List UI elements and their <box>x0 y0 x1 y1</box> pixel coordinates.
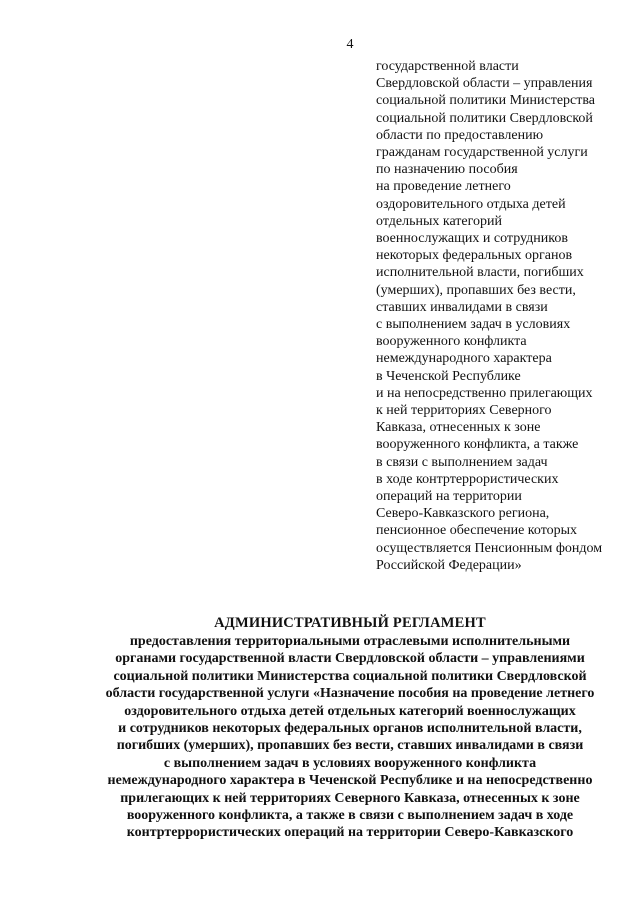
document-subtitle <box>60 633 640 842</box>
addressee-line: Кавказа, отнесенных к зоне <box>376 420 541 436</box>
addressee-line: области по предоставлению <box>376 127 544 143</box>
addressee-line: немеждународного характера <box>376 351 552 367</box>
addressee-line: к ней территориях Северного <box>376 403 552 419</box>
document-title: АДМИНИСТРАТИВНЫЙ РЕГЛАМЕНТ <box>214 615 486 631</box>
addressee-line: в ходе контртеррористических <box>376 471 559 487</box>
addressee-line: оздоровительного отдыха детей <box>376 196 566 212</box>
subtitle-line: прилегающих к ней территориях Северного Кавказа, отнесенных к зоне <box>120 790 580 806</box>
subtitle-line: органами государственной власти Свердловской области – управлениями <box>115 651 585 667</box>
subtitle-line: немеждународного характера в Чеченской Республике и на непосредственно <box>107 773 593 789</box>
addressee-line: военнослужащих и сотрудников <box>376 231 568 247</box>
subtitle-line: оздоровительного отдыха детей отдельных категорий военнослужащих <box>124 703 576 719</box>
addressee-line: с выполнением задач в условиях <box>376 317 571 333</box>
addressee-line: на проведение летнего <box>376 179 511 195</box>
addressee-line: Российской Федерации» <box>376 557 522 573</box>
addressee-line: в Чеченской Республике <box>376 368 521 384</box>
subtitle-line: вооруженного конфликта, а также в связи с выполнением задач в ходе <box>126 808 574 824</box>
addressee-line: осуществляется Пенсионным фондом <box>376 540 603 556</box>
subtitle-line: контртеррористических операций на территории Северо-Кавказского <box>126 825 574 841</box>
subtitle-line: предоставления территориальными отраслевыми исполнительными <box>129 634 571 649</box>
subtitle-line: погибших (умерших), пропавших без вести, ставших инвалидами в связи <box>116 738 584 754</box>
addressee-line: в связи с выполнением задач <box>376 454 548 470</box>
addressee-line: вооруженного конфликта <box>376 334 527 350</box>
addressee-line: по назначению пособия <box>376 162 518 178</box>
addressee-line: гражданам государственной услуги <box>376 145 588 161</box>
addressee-line: отдельных категорий <box>376 213 503 229</box>
addressee-line: исполнительной власти, погибших <box>376 265 584 281</box>
subtitle-line: области государственной услуги «Назначение пособия на проведение летнего <box>105 686 595 702</box>
addressee-line: операций на территории <box>376 489 522 505</box>
addressee-line: социальной политики Министерства <box>376 93 596 109</box>
addressee-line: Свердловской области – управления <box>376 76 593 92</box>
addressee-line: (умерших), пропавших без вести, <box>376 282 576 298</box>
addressee-line: государственной власти <box>376 59 519 74</box>
addressee-line: пенсионное обеспечение которых <box>376 523 578 539</box>
subtitle-line: с выполнением задач в условиях вооруженного конфликта <box>163 755 537 771</box>
subtitle-line: и сотрудников некоторых федеральных органов исполнительной власти, <box>118 721 582 737</box>
addressee-line: некоторых федеральных органов <box>376 248 573 264</box>
addressee-block <box>376 58 636 574</box>
addressee-line: ставших инвалидами в связи <box>376 299 548 315</box>
addressee-line: вооруженного конфликта, а также <box>376 437 579 453</box>
addressee-line: и на непосредственно прилегающих <box>376 385 593 401</box>
subtitle-line: социальной политики Министерства социальной политики Свердловской <box>113 668 587 684</box>
addressee-line: социальной политики Свердловской <box>376 110 593 126</box>
page-number: 4 <box>346 37 354 52</box>
addressee-line: Северо-Кавказского региона, <box>376 506 550 522</box>
